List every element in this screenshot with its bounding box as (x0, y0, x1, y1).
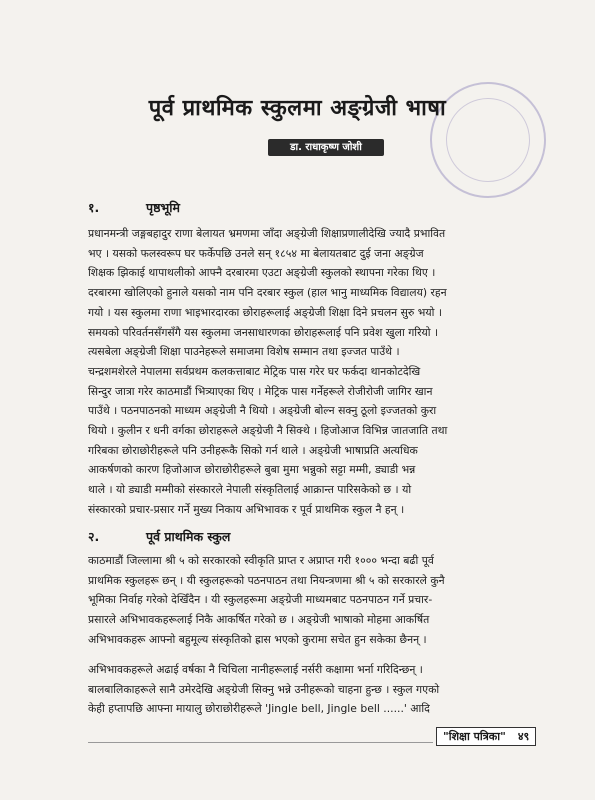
section-2-title: पूर्व प्राथमिक स्कुल (146, 529, 231, 544)
footer-rule (88, 742, 433, 743)
section-1-paragraph (88, 224, 556, 520)
text-line: समयको परिवर्तनसँगसँगै यस स्कुलमा जनसाधारणका छोराहरूलाई पनि प्रवेश खुला गरियो । (88, 325, 439, 339)
text-line: थाले । यो ड्याडी मम्मीको संस्कारले नेपाली संस्कृतिलाई आक्रान्त पारिसकेको छ । यो (88, 483, 412, 497)
text-line: प्रधानमन्त्री जङ्गबहादुर राणा बेलायत भ्रमणमा जाँदा अङ्ग्रेजी शिक्षाप्रणालीदेखि ज्यादै प्रभावित (88, 227, 446, 240)
article-title: पूर्व प्राथमिक स्कुलमा अङ्ग्रेजी भाषा (148, 96, 447, 121)
section-2-paragraph-1 (88, 551, 556, 650)
section-2-heading (88, 528, 230, 545)
text-line: गयो । यस स्कुलमा राणा भाइभारदारका छोराहरूलाई अङ्ग्रेजी शिक्षा दिने प्रचलन सुरु भयो । (88, 305, 442, 319)
author-badge: डा. राधाकृष्ण जोशी (268, 139, 384, 156)
text-line: प्रसारले अभिभावकहरूलाई निकै आकर्षित गरेको छ । अङ्ग्रेजी भाषाको मोहमा आकर्षित (88, 613, 430, 627)
text-line: आकर्षणको कारण हिजोआज छोराछोरीहरूले बुबा मुमा भन्नुको सट्टा मम्मी, ड्याडी भन्न (88, 463, 416, 477)
institution-seal (418, 70, 559, 211)
text-line: गरिबका छोराछोरीहरूले पनि उनीहरूकै सिको गर्न थाले । अङ्ग्रेजी भाषाप्रति अत्यधिक (88, 443, 418, 457)
text-line: चन्द्रशमशेरले नेपालमा सर्वप्रथम कलकत्ताबाट मेट्रिक पास गरेर घर फर्कदा थानकोटदेखि (88, 364, 421, 378)
text-line: अभिभावकहरू आफ्नो बहुमूल्य संस्कृतिको ह्रास भएको कुरामा सचेत हुन सकेका छैनन् । (88, 632, 427, 646)
text-line: त्यसबेला अङ्ग्रेजी शिक्षा पाउनेहरूले समाजमा विशेष सम्मान तथा इज्जत पाउँथे । (88, 345, 400, 359)
text-line: दरबारमा खोलिएको हुनाले यसको नाम पनि दरबार स्कुल (हाल भानु माध्यमिक विद्यालय) रहन (88, 286, 447, 300)
text-line: भूमिका निर्वाह गरेको देखिँदैन । यी स्कुलहरूमा अङ्ग्रेजी माध्यमबाट पठनपाठन गर्ने प्रचार- (88, 593, 433, 607)
text-line: पाउँथे । पठनपाठनको माध्यम अङ्ग्रेजी नै थियो । अङ्ग्रेजी बोल्न सक्नु ठूलो इज्जतको कुरा (88, 404, 437, 418)
text-line: प्राथमिक स्कुलहरू छन् । यी स्कुलहरूको पठनपाठन तथा नियन्त्रणमा श्री ५ को सरकारले कुनै (88, 573, 445, 587)
journal-name: "शिक्षा पत्रिका" (443, 730, 506, 743)
text-line: बालबालिकाहरूले सानै उमेरदेखि अङ्ग्रेजी सिक्नु भन्ने उनीहरूको चाहना हुन्छ । स्कुल गएको (88, 682, 440, 696)
text-line: काठमाडौं जिल्लामा श्री ५ को सरकारको स्वीकृति प्राप्त र अप्राप्त गरी १००० भन्दा बढी पूर्व (88, 554, 434, 567)
text-line: भए । यसको फलस्वरूप घर फर्केपछि उनले सन् १८५४ मा बेलायतबाट दुई जना अङ्ग्रेज (88, 246, 424, 260)
text-line: थियो । कुलीन र धनी वर्गका छोराहरूले अङ्ग्रेजी नै सिक्थे । हिजोआज विभिन्न जातजाति तथा (88, 424, 448, 438)
text-line: केही हप्तापछि आफ्ना मायालु छोराछोरीहरूले 'Jingle bell, Jingle bell ......' आदि (88, 702, 430, 716)
text-line: शिक्षक झिकाई थापाथलीको आफ्नै दरबारमा एउटा अङ्ग्रेजी स्कुलको स्थापना गरेका थिए । (88, 266, 436, 280)
page-footer (436, 727, 536, 746)
section-2-paragraph-2 (88, 660, 556, 719)
section-1-title: पृष्ठभूमि (146, 200, 180, 215)
page-number: ४९ (517, 730, 530, 743)
text-line: अभिभावकहरूले अढाई वर्षका नै चिचिला नानीहरूलाई नर्सरी कक्षामा भर्ना गरिदिन्छन् । (88, 663, 423, 676)
section-2-number: २. (88, 529, 100, 544)
section-1-heading (88, 199, 180, 216)
text-line: सिन्दुर जात्रा गरेर काठमाडौं भित्र्याएका थिए । मेट्रिक पास गर्नेहरूले रोजीरोजी जागिर खान (88, 384, 433, 398)
section-1-number: १. (88, 200, 100, 215)
text-line: संस्कारको प्रचार-प्रसार गर्ने मुख्य निकाय अभिभावक र पूर्व प्राथमिक स्कुल नै हन् । (88, 502, 405, 516)
